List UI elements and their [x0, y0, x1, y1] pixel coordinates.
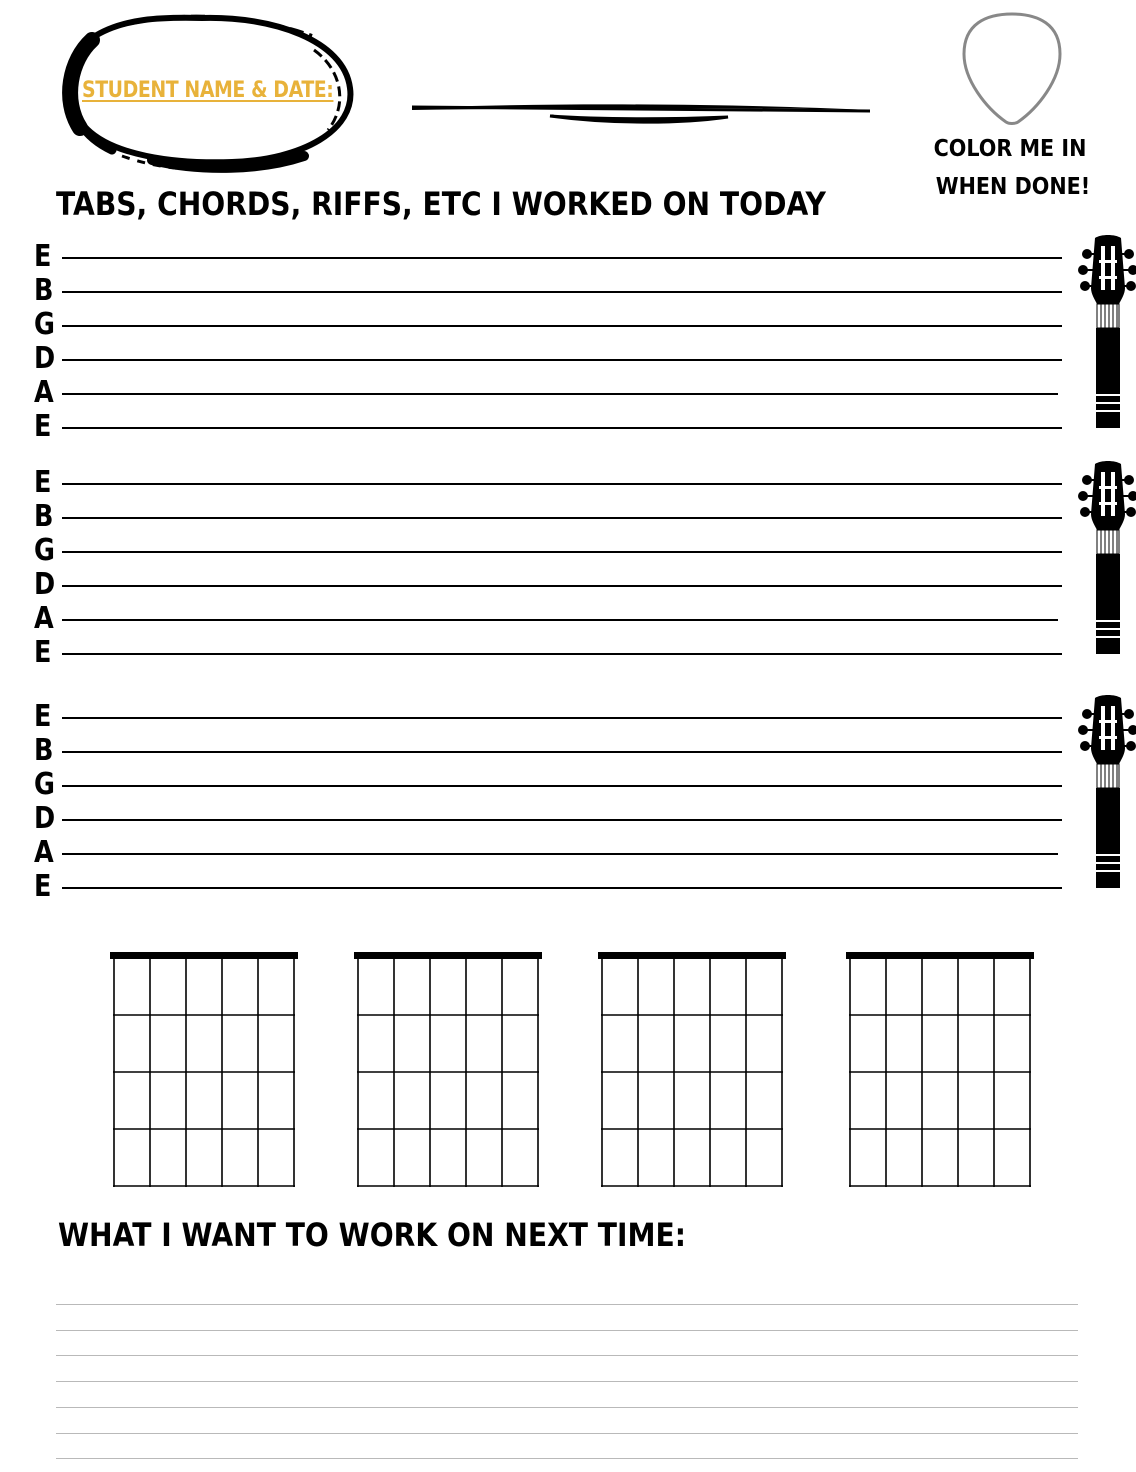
student-name-date-label: STUDENT NAME & DATE: [82, 78, 334, 103]
tab-string-line[interactable] [62, 653, 1062, 655]
note-line[interactable] [56, 1304, 1078, 1305]
tab-string-line[interactable] [62, 619, 1058, 621]
chord-diagram[interactable] [846, 952, 1034, 1188]
string-row [30, 700, 1070, 734]
string-row [30, 274, 1070, 308]
string-row [30, 376, 1070, 410]
string-row [30, 636, 1070, 670]
tab-staff [30, 699, 1136, 904]
tab-string-line[interactable] [62, 551, 1062, 553]
name-brush-line[interactable] [410, 98, 880, 128]
tab-string-line[interactable] [62, 751, 1062, 753]
tab-string-line[interactable] [62, 785, 1062, 787]
guitar-neck [1075, 458, 1136, 660]
string-row [30, 734, 1070, 768]
chord-diagram[interactable] [354, 952, 542, 1188]
tab-string-line[interactable] [62, 853, 1058, 855]
tab-staff [30, 465, 1136, 670]
tab-string-line[interactable] [62, 359, 1062, 361]
tab-string-line[interactable] [62, 393, 1058, 395]
tab-string-line[interactable] [62, 585, 1062, 587]
string-label: E [34, 635, 52, 670]
tabs-heading: TABS, CHORDS, RIFFS, ETC I WORKED ON TODAY [56, 185, 826, 223]
string-row [30, 802, 1070, 836]
string-label: A [34, 375, 54, 410]
string-row [30, 500, 1070, 534]
string-label: E [34, 869, 52, 904]
pick-text-line-2: WHEN DONE! [935, 174, 1091, 200]
tab-string-line[interactable] [62, 325, 1062, 327]
guitar-neck-icon [1075, 232, 1136, 430]
string-label: B [34, 733, 54, 768]
string-label: B [34, 273, 54, 308]
chord-diagram[interactable] [598, 952, 786, 1188]
string-row [30, 602, 1070, 636]
tab-string-line[interactable] [62, 517, 1062, 519]
string-row [30, 342, 1070, 376]
string-row [30, 768, 1070, 802]
tab-staff [30, 239, 1136, 444]
next-time-heading: WHAT I WANT TO WORK ON NEXT TIME: [58, 1216, 687, 1254]
chord-grid[interactable] [113, 958, 295, 1188]
chord-grid[interactable] [357, 958, 539, 1188]
string-label: D [34, 567, 56, 602]
tab-string-line[interactable] [62, 291, 1062, 293]
string-row [30, 870, 1070, 904]
guitar-neck-icon [1075, 692, 1136, 890]
note-line[interactable] [56, 1433, 1078, 1434]
string-row [30, 836, 1070, 870]
string-label: D [34, 801, 56, 836]
note-line[interactable] [56, 1330, 1078, 1331]
string-label: E [34, 409, 52, 444]
string-label: E [34, 465, 52, 500]
string-row [30, 308, 1070, 342]
note-line[interactable] [56, 1381, 1078, 1382]
string-label: A [34, 601, 54, 636]
chord-diagram[interactable] [110, 952, 298, 1188]
guitar-neck-icon [1075, 458, 1136, 656]
string-row [30, 240, 1070, 274]
string-label: B [34, 499, 54, 534]
string-label: D [34, 341, 56, 376]
note-line[interactable] [56, 1458, 1078, 1459]
string-label: E [34, 239, 52, 274]
pick-text-line-1: COLOR ME IN [933, 136, 1087, 162]
chord-grid[interactable] [601, 958, 783, 1188]
guitar-neck [1075, 232, 1136, 434]
string-label: G [34, 767, 55, 802]
string-label: E [34, 699, 52, 734]
note-line[interactable] [56, 1407, 1078, 1408]
guitar-neck [1075, 692, 1136, 894]
tab-string-line[interactable] [62, 483, 1062, 485]
guitar-pick-icon[interactable] [960, 10, 1066, 128]
note-line[interactable] [56, 1355, 1078, 1356]
string-row [30, 568, 1070, 602]
string-row [30, 534, 1070, 568]
tab-string-line[interactable] [62, 427, 1062, 429]
tab-string-line[interactable] [62, 257, 1062, 259]
string-row [30, 466, 1070, 500]
string-label: G [34, 533, 55, 568]
string-row [30, 410, 1070, 444]
tab-string-line[interactable] [62, 887, 1062, 889]
tab-string-line[interactable] [62, 717, 1062, 719]
string-label: G [34, 307, 55, 342]
string-label: A [34, 835, 54, 870]
chord-grid[interactable] [849, 958, 1031, 1188]
tab-string-line[interactable] [62, 819, 1062, 821]
